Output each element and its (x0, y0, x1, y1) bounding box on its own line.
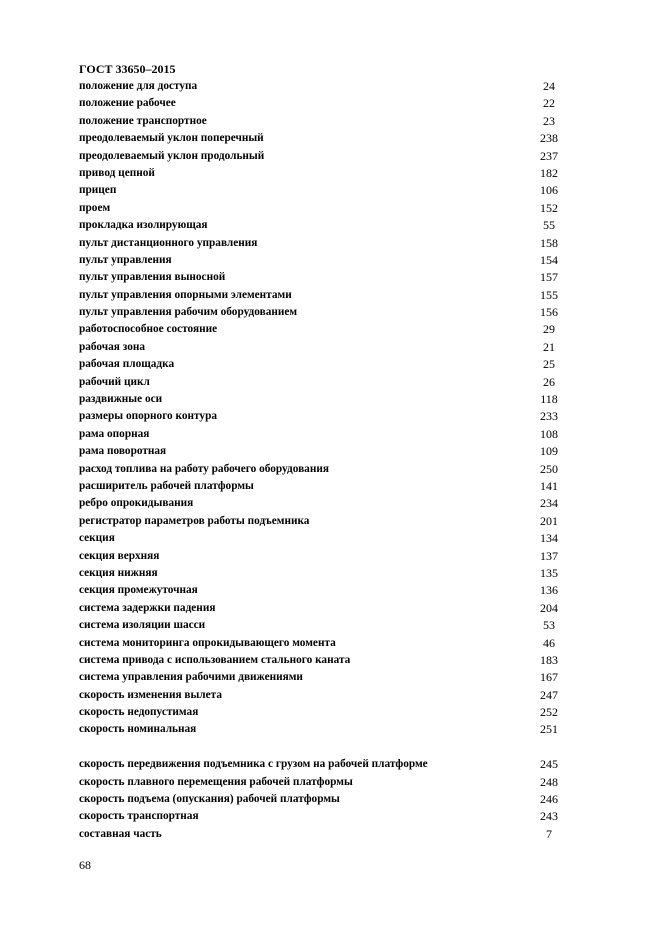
index-page-number: 183 (540, 652, 558, 667)
index-entry (79, 113, 579, 130)
index-page-number: 22 (543, 96, 555, 111)
index-entry (79, 130, 579, 147)
index-term: пульт дистанционного управления (79, 236, 258, 249)
index-term: составная часть (79, 827, 162, 840)
index-term: секция промежуточная (79, 584, 198, 597)
index-page-number: 152 (540, 200, 558, 215)
index-page-number: 106 (540, 183, 558, 198)
document-header: ГОСТ 33650–2015 (79, 62, 176, 76)
index-term: скорость подъема (опускания) рабочей платформы (79, 793, 340, 806)
index-page-number: 182 (540, 165, 558, 180)
index-page-number: 248 (540, 774, 558, 789)
index-entry (79, 565, 579, 582)
index-entry (79, 530, 579, 547)
index-page-number: 53 (543, 618, 555, 633)
index-term: положение для доступа (79, 80, 198, 92)
index-term: пульт управления опорными элементами (79, 288, 292, 301)
index-entry (79, 461, 579, 478)
index-entry (79, 426, 579, 443)
index-term: система управления рабочими движениями (79, 671, 303, 684)
index-term: секция нижняя (79, 566, 158, 579)
index-term: работоспособное состояние (79, 323, 218, 336)
index-term: прокладка изолирующая (79, 219, 208, 232)
index-entry (79, 808, 579, 825)
index-page-number: 201 (540, 513, 558, 528)
index-entry (79, 617, 579, 634)
index-entry (79, 687, 579, 704)
index-page-number: 243 (540, 809, 558, 824)
index-page-number: 29 (543, 322, 555, 337)
index-term: скорость плавного перемещения рабочей платформы (79, 775, 353, 788)
index-term: положение транспортное (79, 114, 207, 127)
index-page-number: 25 (543, 357, 555, 372)
index-entry (79, 635, 579, 652)
index-term: проем (79, 201, 111, 214)
index-term: прицеп (79, 184, 117, 197)
index-entry (79, 339, 579, 356)
index-entry (79, 548, 579, 565)
index-term: положение рабочее (79, 97, 176, 110)
index-term: преодолеваемый уклон продольный (79, 149, 265, 162)
index-term: преодолеваемый уклон поперечный (79, 132, 264, 145)
index-page-number: 154 (540, 252, 558, 267)
index-term: размеры опорного контура (79, 410, 218, 423)
index-term: скорость транспортная (79, 810, 199, 823)
subject-index-list (79, 78, 579, 843)
index-entry (79, 391, 579, 408)
index-page-number: 135 (540, 565, 558, 580)
index-entry (79, 165, 579, 182)
index-term: расширитель рабочей платформы (79, 479, 254, 492)
index-entry (79, 600, 579, 617)
index-entry (79, 495, 579, 512)
index-entry (79, 200, 579, 217)
index-entry (79, 287, 579, 304)
index-entry (79, 269, 579, 286)
index-entry (79, 443, 579, 460)
index-entry (79, 826, 579, 843)
index-page-number: 167 (540, 670, 558, 685)
index-term: рабочая зона (79, 340, 146, 353)
index-page-number: 137 (540, 548, 558, 563)
index-page-number: 157 (540, 270, 558, 285)
index-entry (79, 791, 579, 808)
index-term: пульт управления выносной (79, 271, 226, 284)
index-term: система изоляции шасси (79, 619, 206, 632)
index-entry (79, 582, 579, 599)
index-page-number: 109 (540, 444, 558, 459)
index-term: система привода с использованием стального каната (79, 653, 351, 666)
index-page-number: 141 (540, 478, 558, 493)
index-page-number: 46 (543, 635, 555, 650)
index-page-number: 7 (546, 826, 552, 841)
index-page-number: 252 (540, 705, 558, 720)
index-entry (79, 321, 579, 338)
index-page-number: 26 (543, 374, 555, 389)
index-term: скорость недопустимая (79, 706, 199, 719)
index-page-number: 155 (540, 287, 558, 302)
index-page-number: 237 (540, 148, 558, 163)
index-page-number: 233 (540, 409, 558, 424)
index-entry (79, 95, 579, 112)
index-entry (79, 252, 579, 269)
index-page-number: 134 (540, 531, 558, 546)
index-entry (79, 148, 579, 165)
index-entry (79, 356, 579, 373)
index-term: секция верхняя (79, 549, 160, 562)
index-entry (79, 478, 579, 495)
index-entry (79, 513, 579, 530)
index-term: система мониторинга опрокидывающего момента (79, 636, 336, 649)
index-entry (79, 408, 579, 425)
index-entry (79, 304, 579, 321)
index-page-number: 238 (540, 131, 558, 146)
index-term: скорость изменения вылета (79, 688, 222, 701)
index-entry (79, 78, 579, 95)
page-number-footer: 68 (79, 858, 91, 872)
index-entry (79, 704, 579, 721)
index-entry (79, 374, 579, 391)
index-term: рабочая площадка (79, 358, 175, 371)
index-page-number: 245 (540, 757, 558, 772)
index-page-number: 55 (543, 218, 555, 233)
index-page-number: 204 (540, 600, 558, 615)
index-entry (79, 235, 579, 252)
index-entry (79, 774, 579, 791)
index-term: раздвижные оси (79, 393, 163, 406)
index-term: скорость передвижения подъемника с грузом на рабочей платформе (79, 758, 428, 771)
index-term: пульт управления (79, 253, 172, 266)
index-entry (79, 756, 579, 773)
index-term: скорость номинальная (79, 723, 197, 736)
index-page-number: 251 (540, 722, 558, 737)
index-page-number: 158 (540, 235, 558, 250)
index-term: пульт управления рабочим оборудованием (79, 306, 298, 319)
index-term: секция (79, 532, 115, 545)
index-page-number: 118 (540, 392, 558, 407)
index-page-number: 247 (540, 687, 558, 702)
index-page-number: 136 (540, 583, 558, 598)
index-page-number: 246 (540, 792, 558, 807)
index-term: рабочий цикл (79, 375, 150, 388)
index-term: рама поворотная (79, 445, 167, 458)
index-entry (79, 721, 579, 738)
index-entry (79, 182, 579, 199)
index-page-number: 108 (540, 426, 558, 441)
index-page-number: 24 (543, 79, 555, 93)
index-term: расход топлива на работу рабочего оборудования (79, 462, 329, 475)
index-entry (79, 217, 579, 234)
index-entry (79, 669, 579, 686)
index-term: рама опорная (79, 427, 150, 440)
index-entry (79, 652, 579, 669)
index-page-number: 21 (543, 339, 555, 354)
index-term: привод цепной (79, 166, 155, 179)
index-term: ребро опрокидывания (79, 497, 194, 510)
index-term: регистратор параметров работы подъемника (79, 514, 310, 527)
index-page-number: 250 (540, 461, 558, 476)
index-term: система задержки падения (79, 601, 216, 614)
index-page-number: 234 (540, 496, 558, 511)
index-page-number: 156 (540, 305, 558, 320)
index-page-number: 23 (543, 113, 555, 128)
